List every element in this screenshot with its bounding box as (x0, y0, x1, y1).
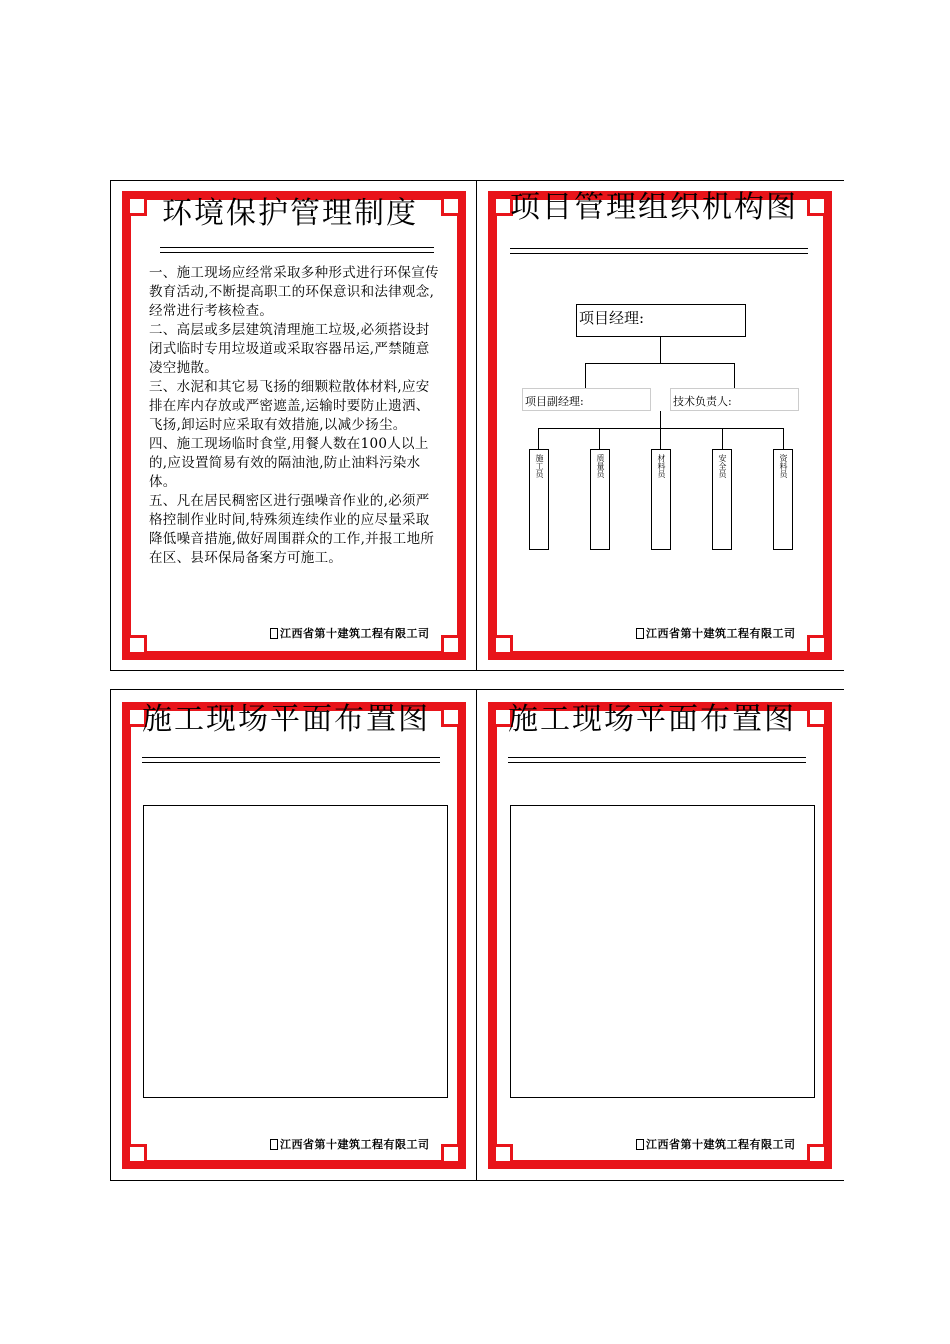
company-logo-icon (636, 1139, 644, 1150)
layout-board-left (122, 702, 466, 1169)
role-label: 施工员 (535, 454, 544, 478)
page-title: 施工现场平面布置图 (142, 702, 430, 737)
company-logo-icon (270, 628, 278, 639)
role-box (651, 449, 671, 550)
layout-board-right (488, 702, 832, 1169)
title-rule (508, 757, 806, 763)
title-rule (160, 247, 434, 253)
role-label: 质量员 (596, 454, 605, 478)
org-board (488, 191, 832, 660)
page-title: 项目管理组织机构图 (510, 190, 798, 225)
page-title: 环境保护管理制度 (162, 196, 418, 231)
layout-drawing-area (143, 805, 448, 1098)
env-rules-text (149, 264, 441, 568)
role-box (529, 449, 549, 550)
title-rule (142, 757, 440, 763)
rule-2: 二、高层或多层建筑清理施工垃圾,必须搭设封闭式临时专用垃圾道或采取容器吊运,严禁随意凌空抛散。 (149, 322, 430, 376)
layout-drawing-area (510, 805, 815, 1098)
tech-box (670, 388, 799, 411)
rule-4: 四、施工现场临时食堂,用餐人数在100人以上的,应设置简易有效的隔油池,防止油料污染水体。 (149, 436, 429, 490)
title-rule (510, 248, 808, 254)
company-logo-icon (270, 1139, 278, 1150)
role-label: 安全员 (718, 454, 727, 478)
rule-3: 三、水泥和其它易飞扬的细颗粒散体材料,应安排在库内存放或严密遮盖,运输时要防止遗洒、飞扬,卸运时应采取有效措施,以减少扬尘。 (149, 379, 430, 433)
rule-1: 一、施工现场应经常采取多种形式进行环保宣传教育活动,不断提高职工的环保意识和法律观念,经常进行考核检查。 (149, 265, 439, 319)
role-box (773, 449, 793, 550)
company-footer: 江西省第十建筑工程有限工司 (270, 625, 430, 641)
company-footer: 江西省第十建筑工程有限工司 (636, 1136, 796, 1152)
deputy-label: 项目副经理: (525, 395, 584, 408)
company-footer: 江西省第十建筑工程有限工司 (636, 625, 796, 641)
env-board (122, 191, 466, 660)
manager-label: 项目经理: (579, 309, 645, 327)
deputy-box (522, 388, 651, 411)
role-label: 资料员 (779, 454, 788, 478)
role-box (712, 449, 732, 550)
role-label: 材料员 (657, 454, 666, 478)
role-box (590, 449, 610, 550)
page-title: 施工现场平面布置图 (508, 702, 796, 737)
company-footer: 江西省第十建筑工程有限工司 (270, 1136, 430, 1152)
company-logo-icon (636, 628, 644, 639)
manager-box (576, 304, 746, 337)
tech-label: 技术负责人: (673, 395, 732, 408)
rule-5: 五、凡在居民稠密区进行强噪音作业的,必须严格控制作业时间,特殊须连续作业的应尽量采取降低噪音措施,做好周围群众的工作,并报工地所在区、县环保局备案方可施工。 (149, 493, 435, 566)
